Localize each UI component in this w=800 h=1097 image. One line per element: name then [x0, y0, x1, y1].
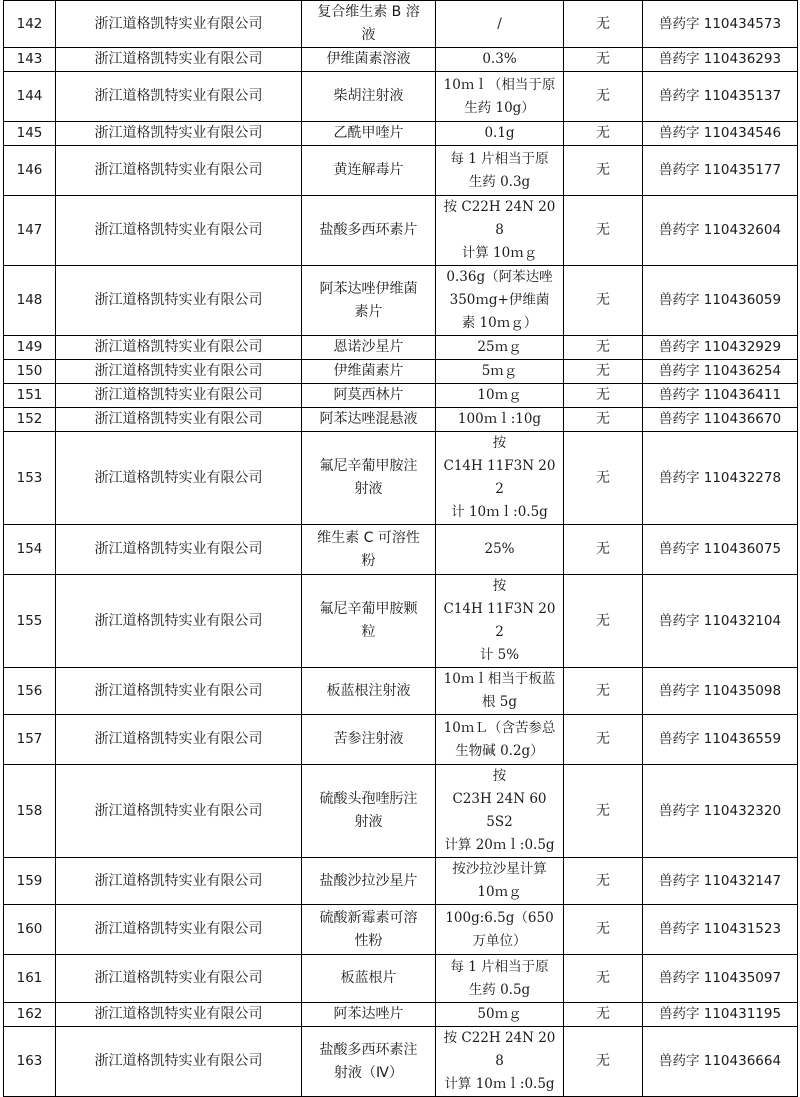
drug-name: 维生素 C 可溶性 粉 [302, 525, 436, 575]
approval-number: 兽药字 110436670 [643, 408, 798, 432]
table-row [4, 336, 798, 360]
drug-spec: 按 C14H 11F3N 20 2 计 10ｍｌ:0.5g [436, 432, 564, 525]
row-number: 142 [4, 1, 56, 48]
table-row [4, 146, 798, 196]
drug-name: 氟尼辛葡甲胺颗 粒 [302, 575, 436, 668]
company-name: 浙江道格凯特实业有限公司 [56, 668, 302, 715]
approval-number: 兽药字 110436664 [643, 1027, 798, 1097]
drug-note: 无 [564, 765, 643, 858]
drug-spec: 10ｍＬ（含苦参总 生物碱 0.2g） [436, 715, 564, 765]
row-number: 151 [4, 384, 56, 408]
approval-number: 兽药字 110436559 [643, 715, 798, 765]
table-row [4, 48, 798, 72]
drug-note: 无 [564, 122, 643, 146]
company-name: 浙江道格凯特实业有限公司 [56, 1003, 302, 1027]
drug-note: 无 [564, 408, 643, 432]
drug-name: 阿莫西林片 [302, 384, 436, 408]
company-name: 浙江道格凯特实业有限公司 [56, 360, 302, 384]
drug-name: 柴胡注射液 [302, 72, 436, 122]
company-name: 浙江道格凯特实业有限公司 [56, 408, 302, 432]
drug-note: 无 [564, 266, 643, 336]
table-row [4, 196, 798, 266]
row-number: 147 [4, 196, 56, 266]
company-name: 浙江道格凯特实业有限公司 [56, 525, 302, 575]
company-name: 浙江道格凯特实业有限公司 [56, 266, 302, 336]
row-number: 145 [4, 122, 56, 146]
table-row [4, 525, 798, 575]
company-name: 浙江道格凯特实业有限公司 [56, 765, 302, 858]
row-number: 163 [4, 1027, 56, 1097]
company-name: 浙江道格凯特实业有限公司 [56, 336, 302, 360]
company-name: 浙江道格凯特实业有限公司 [56, 905, 302, 955]
row-number: 156 [4, 668, 56, 715]
table-row [4, 122, 798, 146]
drug-spec: 0.3% [436, 48, 564, 72]
company-name: 浙江道格凯特实业有限公司 [56, 715, 302, 765]
drug-spec: 10ｍｌ（相当于原 生药 10g） [436, 72, 564, 122]
table-row [4, 360, 798, 384]
table-row [4, 432, 798, 525]
approval-number: 兽药字 110436411 [643, 384, 798, 408]
drug-note: 无 [564, 360, 643, 384]
approval-number: 兽药字 110436293 [643, 48, 798, 72]
drug-name: 阿苯达唑伊维菌 素片 [302, 266, 436, 336]
company-name: 浙江道格凯特实业有限公司 [56, 196, 302, 266]
drug-note: 无 [564, 905, 643, 955]
table-row [4, 1, 798, 48]
row-number: 161 [4, 955, 56, 1003]
drug-note: 无 [564, 715, 643, 765]
approval-number: 兽药字 110435098 [643, 668, 798, 715]
approval-number: 兽药字 110432147 [643, 858, 798, 905]
company-name: 浙江道格凯特实业有限公司 [56, 955, 302, 1003]
row-number: 144 [4, 72, 56, 122]
drug-spec: 按 C22H 24N 20 8 计算 10ｍｌ:0.5g [436, 1027, 564, 1097]
drug-name: 乙酰甲喹片 [302, 122, 436, 146]
row-number: 157 [4, 715, 56, 765]
row-number: 148 [4, 266, 56, 336]
approval-number: 兽药字 110436254 [643, 360, 798, 384]
drug-name: 伊维菌素片 [302, 360, 436, 384]
table-row [4, 384, 798, 408]
drug-spec: 每 1 片相当于原 生药 0.3g [436, 146, 564, 196]
drug-name: 伊维菌素溶液 [302, 48, 436, 72]
drug-spec: 每 1 片相当于原 生药 0.5g [436, 955, 564, 1003]
company-name: 浙江道格凯特实业有限公司 [56, 575, 302, 668]
row-number: 149 [4, 336, 56, 360]
approval-number: 兽药字 110434573 [643, 1, 798, 48]
company-name: 浙江道格凯特实业有限公司 [56, 432, 302, 525]
drug-name: 板蓝根片 [302, 955, 436, 1003]
row-number: 150 [4, 360, 56, 384]
approval-number: 兽药字 110436075 [643, 525, 798, 575]
table-row [4, 266, 798, 336]
drug-note: 无 [564, 336, 643, 360]
drug-name: 阿苯达唑混悬液 [302, 408, 436, 432]
drug-note: 无 [564, 1, 643, 48]
drug-note: 无 [564, 196, 643, 266]
table-row [4, 905, 798, 955]
approval-number: 兽药字 110435097 [643, 955, 798, 1003]
table-body [4, 1, 798, 1097]
drug-name: 苦参注射液 [302, 715, 436, 765]
drug-note: 无 [564, 858, 643, 905]
drug-spec: 100ｍｌ:10g [436, 408, 564, 432]
drug-note: 无 [564, 48, 643, 72]
approval-number: 兽药字 110432320 [643, 765, 798, 858]
drug-name: 氟尼辛葡甲胺注 射液 [302, 432, 436, 525]
drug-name: 黄连解毒片 [302, 146, 436, 196]
row-number: 152 [4, 408, 56, 432]
drug-spec: 10ｍｌ相当于板蓝 根 5g [436, 668, 564, 715]
drug-note: 无 [564, 955, 643, 1003]
row-number: 146 [4, 146, 56, 196]
drug-note: 无 [564, 432, 643, 525]
approval-number: 兽药字 110435177 [643, 146, 798, 196]
drug-note: 无 [564, 525, 643, 575]
company-name: 浙江道格凯特实业有限公司 [56, 384, 302, 408]
table-row [4, 408, 798, 432]
drug-spec: 0.36g（阿苯达唑 350ｍg+伊维菌 素 10ｍｇ） [436, 266, 564, 336]
approval-number: 兽药字 110431195 [643, 1003, 798, 1027]
drug-spec: 按 C23H 24N 60 5S2 计算 20ｍｌ:0.5g [436, 765, 564, 858]
drug-spec: 25ｍｇ [436, 336, 564, 360]
approval-number: 兽药字 110432929 [643, 336, 798, 360]
drug-name: 硫酸新霉素可溶 性粉 [302, 905, 436, 955]
approval-number: 兽药字 110436059 [643, 266, 798, 336]
drug-name: 盐酸多西环素注 射液（Ⅳ） [302, 1027, 436, 1097]
drug-spec: / [436, 1, 564, 48]
drug-note: 无 [564, 668, 643, 715]
drug-name: 硫酸头孢喹肟注 射液 [302, 765, 436, 858]
table-row [4, 1027, 798, 1097]
drug-name: 阿苯达唑片 [302, 1003, 436, 1027]
drug-registration-table [3, 0, 798, 1097]
approval-number: 兽药字 110431523 [643, 905, 798, 955]
drug-note: 无 [564, 1003, 643, 1027]
drug-name: 盐酸多西环素片 [302, 196, 436, 266]
drug-spec: 按 C14H 11F3N 20 2 计 5% [436, 575, 564, 668]
row-number: 160 [4, 905, 56, 955]
company-name: 浙江道格凯特实业有限公司 [56, 72, 302, 122]
row-number: 158 [4, 765, 56, 858]
row-number: 153 [4, 432, 56, 525]
drug-name: 恩诺沙星片 [302, 336, 436, 360]
drug-spec: 5ｍｇ [436, 360, 564, 384]
table-row [4, 715, 798, 765]
drug-note: 无 [564, 1027, 643, 1097]
company-name: 浙江道格凯特实业有限公司 [56, 146, 302, 196]
drug-spec: 100g:6.5g（650 万单位） [436, 905, 564, 955]
approval-number: 兽药字 110434546 [643, 122, 798, 146]
approval-number: 兽药字 110435137 [643, 72, 798, 122]
drug-spec: 0.1g [436, 122, 564, 146]
drug-spec: 50ｍｇ [436, 1003, 564, 1027]
table-row [4, 72, 798, 122]
table-row [4, 668, 798, 715]
approval-number: 兽药字 110432604 [643, 196, 798, 266]
drug-spec: 按 C22H 24N 20 8 计算 10ｍｇ [436, 196, 564, 266]
row-number: 143 [4, 48, 56, 72]
row-number: 155 [4, 575, 56, 668]
drug-name: 板蓝根注射液 [302, 668, 436, 715]
approval-number: 兽药字 110432278 [643, 432, 798, 525]
drug-note: 无 [564, 384, 643, 408]
drug-name: 盐酸沙拉沙星片 [302, 858, 436, 905]
table-row [4, 1003, 798, 1027]
drug-note: 无 [564, 575, 643, 668]
drug-spec: 10ｍｇ [436, 384, 564, 408]
table-row [4, 955, 798, 1003]
company-name: 浙江道格凯特实业有限公司 [56, 122, 302, 146]
drug-name: 复合维生素 B 溶 液 [302, 1, 436, 48]
table-row [4, 575, 798, 668]
drug-note: 无 [564, 72, 643, 122]
company-name: 浙江道格凯特实业有限公司 [56, 1027, 302, 1097]
table-row [4, 765, 798, 858]
table-row [4, 858, 798, 905]
company-name: 浙江道格凯特实业有限公司 [56, 1, 302, 48]
drug-note: 无 [564, 146, 643, 196]
company-name: 浙江道格凯特实业有限公司 [56, 48, 302, 72]
row-number: 162 [4, 1003, 56, 1027]
drug-spec: 按沙拉沙星计算 10ｍｇ [436, 858, 564, 905]
drug-spec: 25% [436, 525, 564, 575]
approval-number: 兽药字 110432104 [643, 575, 798, 668]
company-name: 浙江道格凯特实业有限公司 [56, 858, 302, 905]
row-number: 154 [4, 525, 56, 575]
row-number: 159 [4, 858, 56, 905]
